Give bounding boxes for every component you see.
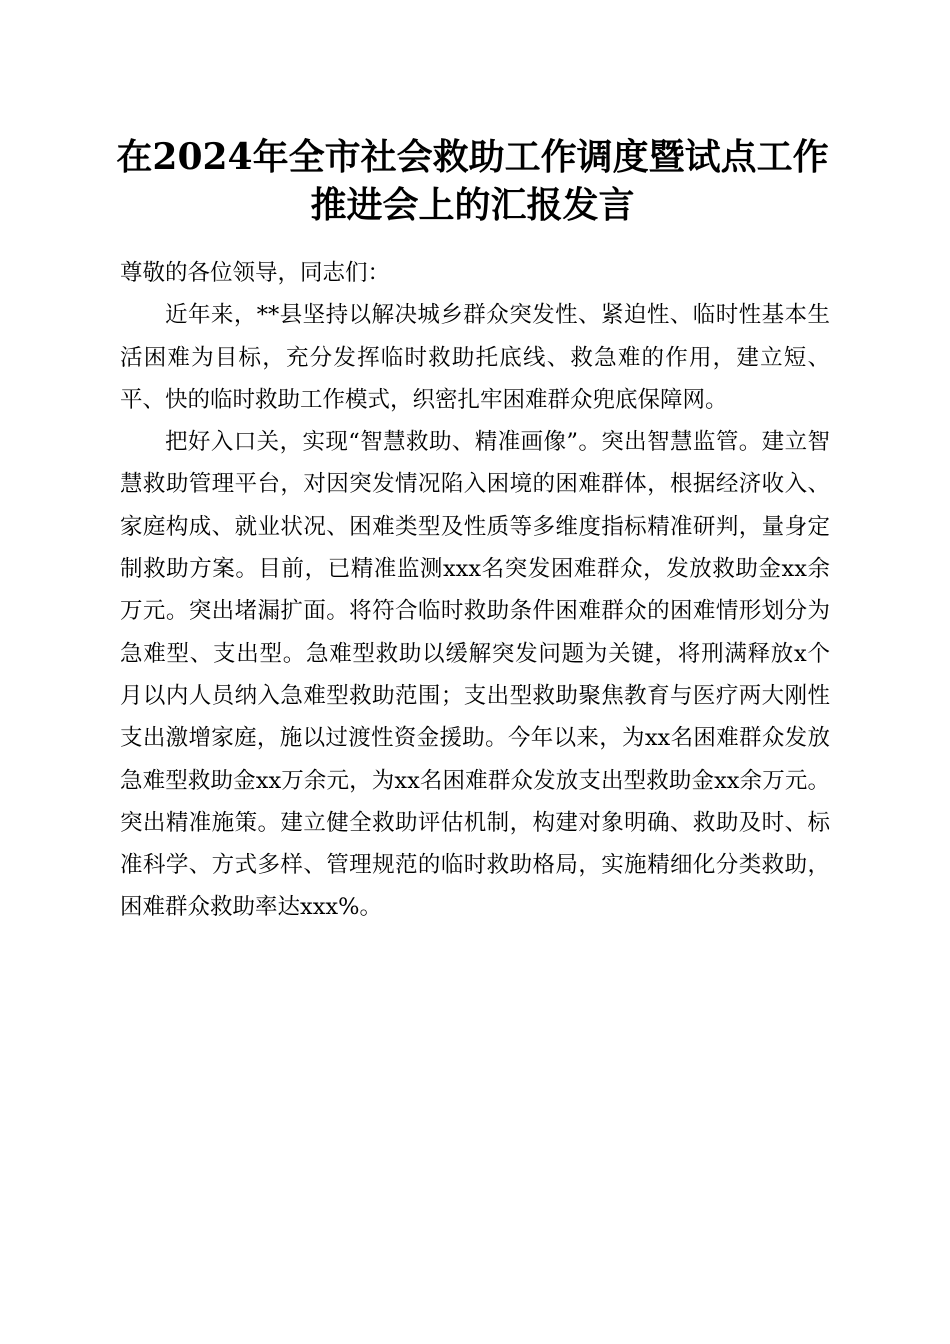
salutation: 尊敬的各位领导，同志们： xyxy=(120,260,391,286)
document-body xyxy=(120,252,830,929)
document-title xyxy=(100,133,845,229)
title-line-2: 推进会上的汇报发言 xyxy=(310,184,635,226)
paragraph-entry-control: 把好入口关，实现“智慧救助、精准画像”。突出智慧监管。建立智慧救助管理平台，对因突发情况陷入困境的困难群体，根据经济收入、家庭构成、就业状况、困难类型及性质等多维度指标精准研判，量身定制救助方案。目前，已精准监测xxx名突发困难群众，发放救助金xx余万元。突出堵漏扩面。将符合临时救助条件困难群众的困难情形划分为急难型、支出型。急难型救助以缓解突发问题为关键，将刑满释放x个月以内人员纳入急难型救助范围；支出型救助聚焦教育与医疗两大刚性支出激增家庭，施以过渡性资金援助。今年以来，为xx名困难群众发放急难型救助金xx万余元，为xx名困难群众发放支出型救助金xx余万元。突出精准施策。建立健全救助评估机制，构建对象明确、救助及时、标准科学、方式多样、管理规范的临时救助格局，实施精细化分类救助，困难群众救助率达xxx%。 xyxy=(120,429,830,921)
title-line-1: 在2024年全市社会救助工作调度暨试点工作 xyxy=(116,136,829,178)
paragraph-intro: 近年来，**县坚持以解决城乡群众突发性、紧迫性、临时性基本生活困难为目标，充分发挥临时救助托底线、救急难的作用，建立短、平、快的临时救助工作模式，织密扎牢困难群众兜底保障网。 xyxy=(120,302,830,413)
